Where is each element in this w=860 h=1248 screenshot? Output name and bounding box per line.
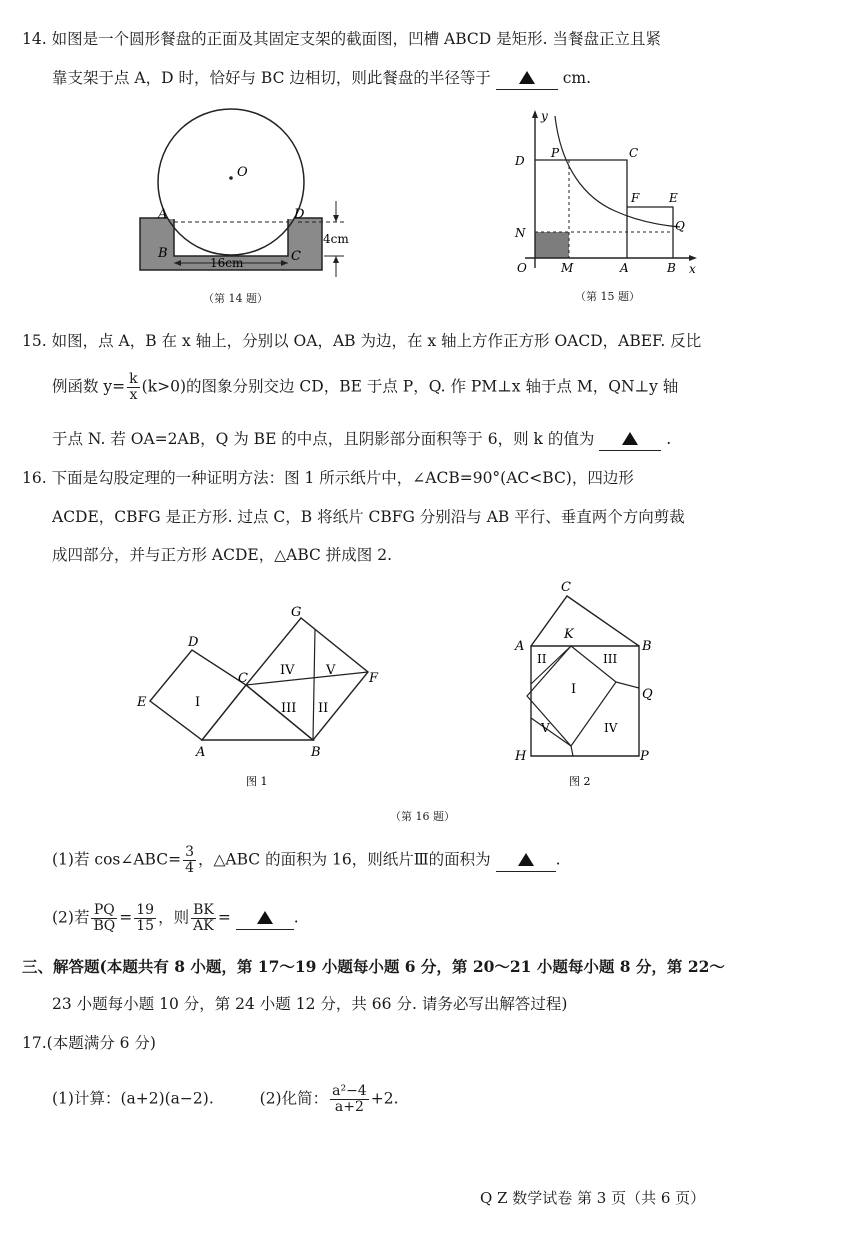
q16-line1: 16. 下面是勾股定理的一种证明方法：图 1 所示纸片中，∠ACB=90°(AC<BC)，四边形 bbox=[22, 469, 634, 487]
q16-caption: （第 16 题） bbox=[390, 810, 455, 823]
q15-line2 bbox=[52, 372, 678, 403]
section3-line2: 23 小题每小题 10 分，第 24 小题 12 分，共 66 分. 请务必写出解答过程) bbox=[52, 995, 568, 1013]
label-p: P bbox=[551, 146, 560, 160]
label-b: B bbox=[158, 246, 168, 261]
label-o: O bbox=[517, 261, 527, 275]
frac-den: 4 bbox=[185, 860, 194, 876]
figure-16-1 bbox=[135, 602, 395, 792]
q14-caption: （第 14 题） bbox=[203, 292, 268, 305]
sub2-then: ，则 bbox=[158, 908, 190, 927]
label-n: N bbox=[515, 226, 526, 240]
label-e: E bbox=[669, 191, 678, 205]
q14-unit: cm. bbox=[562, 69, 592, 87]
label-g: G bbox=[291, 605, 302, 620]
label-f: F bbox=[369, 671, 379, 686]
q15-line3-text: 于点 N. 若 OA=2AB，Q 为 BE 的中点，且阴影部分面积等于 6，则 k 的值为 bbox=[52, 430, 595, 448]
frac-den: x bbox=[129, 387, 138, 403]
q17-parts bbox=[52, 1084, 399, 1115]
label-a: A bbox=[515, 639, 525, 654]
piece-i: I bbox=[571, 682, 577, 697]
frac-num: 19 bbox=[136, 902, 155, 918]
q17-part1: (1)计算：(a+2)(a−2). bbox=[52, 1089, 214, 1108]
q16-line2: ACDE，CBFG 是正方形. 过点 C，B 将纸片 CBFG 分别沿与 AB 平行、垂直两个方向剪裁 bbox=[52, 508, 685, 526]
label-c: C bbox=[629, 146, 639, 160]
q15-caption: （第 15 题） bbox=[575, 290, 640, 303]
piece-ii: II bbox=[537, 652, 547, 666]
q17-part2-prefix: (2)化简： bbox=[259, 1089, 329, 1108]
triangle-abc bbox=[531, 596, 639, 646]
frac-den: 15 bbox=[136, 918, 155, 934]
label-p: P bbox=[640, 749, 649, 764]
q16-sub2 bbox=[52, 903, 299, 934]
piece-ii: II bbox=[318, 701, 329, 716]
triangle-icon bbox=[518, 853, 534, 866]
figure-16-2 bbox=[505, 578, 675, 793]
frac-den: BQ bbox=[93, 918, 116, 934]
frac-den: AK bbox=[193, 918, 214, 934]
q14-line1: 14. 如图是一个圆形餐盘的正面及其固定支架的截面图，凹槽 ABCD 是矩形. 当餐盘正立且紧 bbox=[22, 30, 661, 48]
label-d: D bbox=[515, 154, 525, 168]
width-label: 16cm bbox=[210, 256, 244, 270]
sub1-middle: ，△ABC 的面积为 16，则纸片Ⅲ的面积为 bbox=[197, 850, 491, 869]
fraction-a2-4-over-a2 bbox=[330, 1084, 369, 1115]
fraction-bk-over-ak bbox=[191, 903, 216, 934]
sub2-equals: = bbox=[119, 908, 133, 927]
q14-line2-text: 靠支架于点 A，D 时，恰好与 BC 边相切，则此餐盘的半径等于 bbox=[52, 69, 491, 87]
label-c: C bbox=[238, 671, 248, 686]
label-q: Q bbox=[675, 219, 685, 233]
label-k: K bbox=[564, 627, 574, 642]
frac-num: 3 bbox=[185, 844, 194, 860]
q16-sub1 bbox=[52, 845, 561, 876]
piece-iii: III bbox=[603, 652, 618, 666]
label-f: F bbox=[631, 191, 640, 205]
q15-line3-end: . bbox=[666, 430, 672, 448]
fraction-k-over-x bbox=[127, 372, 139, 403]
sub2-equals-2: = bbox=[217, 908, 231, 927]
label-d: D bbox=[294, 207, 305, 222]
label-b: B bbox=[642, 639, 652, 654]
hyperbola-curve bbox=[555, 116, 680, 227]
fig1-caption: 图 1 bbox=[246, 775, 268, 788]
piece-iv: IV bbox=[604, 721, 618, 735]
q17-title: 17.(本题满分 6 分) bbox=[22, 1034, 156, 1052]
frac-num: k bbox=[129, 371, 138, 387]
label-h: H bbox=[515, 749, 527, 764]
label-b: B bbox=[311, 745, 321, 760]
groove-abcd bbox=[174, 218, 288, 256]
triangle-icon bbox=[519, 71, 535, 84]
height-label: 4cm bbox=[323, 232, 349, 246]
figure-15 bbox=[505, 108, 705, 280]
shaded-region bbox=[535, 232, 569, 258]
piece-i: I bbox=[195, 695, 201, 710]
sub2-prefix: (2)若 bbox=[52, 908, 90, 927]
square-abph bbox=[531, 646, 639, 756]
triangle-icon bbox=[257, 911, 273, 924]
figure-14 bbox=[130, 105, 370, 295]
label-m: M bbox=[561, 261, 574, 275]
piece-v: V bbox=[326, 663, 336, 678]
piece-iii: III bbox=[281, 701, 297, 716]
q17-part2-suffix: +2. bbox=[370, 1089, 399, 1108]
label-y: y bbox=[541, 109, 548, 123]
q16-line3: 成四部分，并与正方形 ACDE，△ABC 拼成图 2. bbox=[52, 546, 393, 564]
q14-line2 bbox=[52, 67, 591, 90]
answer-blank bbox=[236, 907, 294, 930]
label-q: Q bbox=[642, 687, 653, 702]
label-e: E bbox=[137, 695, 147, 710]
q15-line2-suffix: (k>0)的图象分别交边 CD，BE 于点 P，Q. 作 PM⊥x 轴于点 M，QN⊥y 轴 bbox=[141, 377, 679, 396]
piece-iv: IV bbox=[280, 663, 295, 678]
frac-num: BK bbox=[193, 902, 214, 918]
label-b: B bbox=[667, 261, 676, 275]
q15-line2-prefix: 例函数 y= bbox=[52, 377, 126, 396]
section3-heading: 三、解答题(本题共有 8 小题，第 17～19 小题每小题 6 分，第 20～21 小题每小题 8 分，第 22～ bbox=[22, 957, 725, 976]
label-d: D bbox=[188, 635, 199, 650]
answer-blank bbox=[496, 67, 558, 90]
frac-den: a+2 bbox=[334, 1099, 364, 1115]
frac-num: a²−4 bbox=[332, 1083, 367, 1099]
fig2-caption: 图 2 bbox=[569, 775, 591, 788]
fraction-3-over-4 bbox=[183, 845, 196, 876]
frac-num: PQ bbox=[91, 903, 117, 919]
triangle-icon bbox=[622, 432, 638, 445]
answer-blank bbox=[599, 428, 661, 451]
label-o: O bbox=[237, 165, 248, 180]
label-a: A bbox=[158, 207, 168, 222]
page-footer: Q Z 数学试卷 第 3 页（共 6 页） bbox=[480, 1189, 706, 1207]
center-point bbox=[229, 176, 233, 180]
fraction-19-over-15 bbox=[134, 903, 156, 934]
piece-v: V bbox=[541, 721, 550, 735]
q15-line3 bbox=[52, 428, 671, 451]
label-a: A bbox=[196, 745, 206, 760]
sub1-prefix: (1)若 cos∠ABC= bbox=[52, 850, 182, 869]
q15-line1: 15. 如图，点 A，B 在 x 轴上，分别以 OA，AB 为边，在 x 轴上方作正方形 OACD，ABEF. 反比 bbox=[22, 332, 702, 350]
sub1-end: . bbox=[555, 850, 561, 869]
label-a: A bbox=[620, 261, 629, 275]
answer-blank bbox=[496, 849, 556, 872]
label-x: x bbox=[689, 262, 696, 276]
label-c: C bbox=[291, 249, 301, 264]
sub2-end: . bbox=[293, 908, 299, 927]
fraction-pq-over-bq bbox=[91, 903, 117, 934]
label-c: C bbox=[561, 580, 571, 595]
